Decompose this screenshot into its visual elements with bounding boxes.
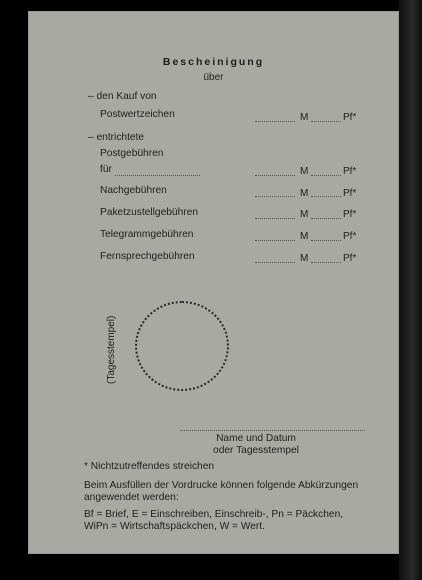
mark-unit: M: [300, 209, 309, 220]
stamp-circle[interactable]: [135, 301, 229, 391]
receipt-form: [28, 11, 399, 554]
amount-mark-line[interactable]: [255, 262, 295, 263]
item-postgebuehren: Postgebühren: [100, 148, 164, 159]
amount-pf-line[interactable]: [311, 121, 341, 122]
pf-unit: Pf*: [343, 166, 357, 177]
mark-unit: M: [300, 188, 309, 199]
mark-unit: M: [300, 112, 309, 123]
item-kauf: – den Kauf von: [88, 91, 157, 102]
amount-mark-line[interactable]: [255, 196, 295, 197]
signature-caption-2: oder Tagesstempel: [213, 445, 299, 456]
item-paketzustell: Paketzustellgebühren: [100, 207, 198, 218]
signature-line[interactable]: [180, 430, 365, 431]
item-postwertzeichen: Postwertzeichen: [100, 109, 175, 120]
footer-paragraph-4: WiPn = Wirtschaftspäckchen, W = Wert.: [84, 521, 265, 532]
pf-unit: Pf*: [343, 112, 357, 123]
mark-unit: M: [300, 253, 309, 264]
amount-pf-line[interactable]: [311, 196, 341, 197]
footer-paragraph-2: angewendet werden:: [84, 492, 179, 503]
amount-pf-line[interactable]: [311, 262, 341, 263]
amount-pf-line[interactable]: [311, 175, 341, 176]
item-fernsprech: Fernsprechgebühren: [100, 251, 195, 262]
stamp-label: (Tagesstempel): [106, 315, 117, 384]
pf-unit: Pf*: [343, 231, 357, 242]
amount-mark-line[interactable]: [255, 121, 295, 122]
item-entrichtete: – entrichtete: [88, 132, 145, 143]
item-nachgebuehren: Nachgebühren: [100, 185, 167, 196]
amount-pf-line[interactable]: [311, 240, 341, 241]
amount-pf-line[interactable]: [311, 218, 341, 219]
footer-paragraph-3: Bf = Brief, E = Einschreiben, Einschreib-, Pn = Päckchen,: [84, 509, 344, 520]
item-telegramm: Telegrammgebühren: [100, 229, 194, 240]
form-subtitle: über: [203, 72, 224, 83]
amount-mark-line[interactable]: [255, 240, 295, 241]
amount-mark-line[interactable]: [255, 175, 295, 176]
signature-caption-1: Name und Datum: [216, 433, 296, 444]
pf-unit: Pf*: [343, 253, 357, 264]
scan-border: [399, 0, 422, 580]
pf-unit: Pf*: [343, 188, 357, 199]
footer-note: * Nichtzutreffendes streichen: [84, 461, 215, 472]
mark-unit: M: [300, 231, 309, 242]
mark-unit: M: [300, 166, 309, 177]
footer-paragraph-1: Beim Ausfüllen der Vordrucke können folgende Abkürzungen: [84, 480, 359, 491]
item-fuer: für: [100, 164, 112, 175]
pf-unit: Pf*: [343, 209, 357, 220]
fuer-line[interactable]: [115, 175, 200, 176]
amount-mark-line[interactable]: [255, 218, 295, 219]
form-title: Bescheinigung: [162, 56, 265, 68]
